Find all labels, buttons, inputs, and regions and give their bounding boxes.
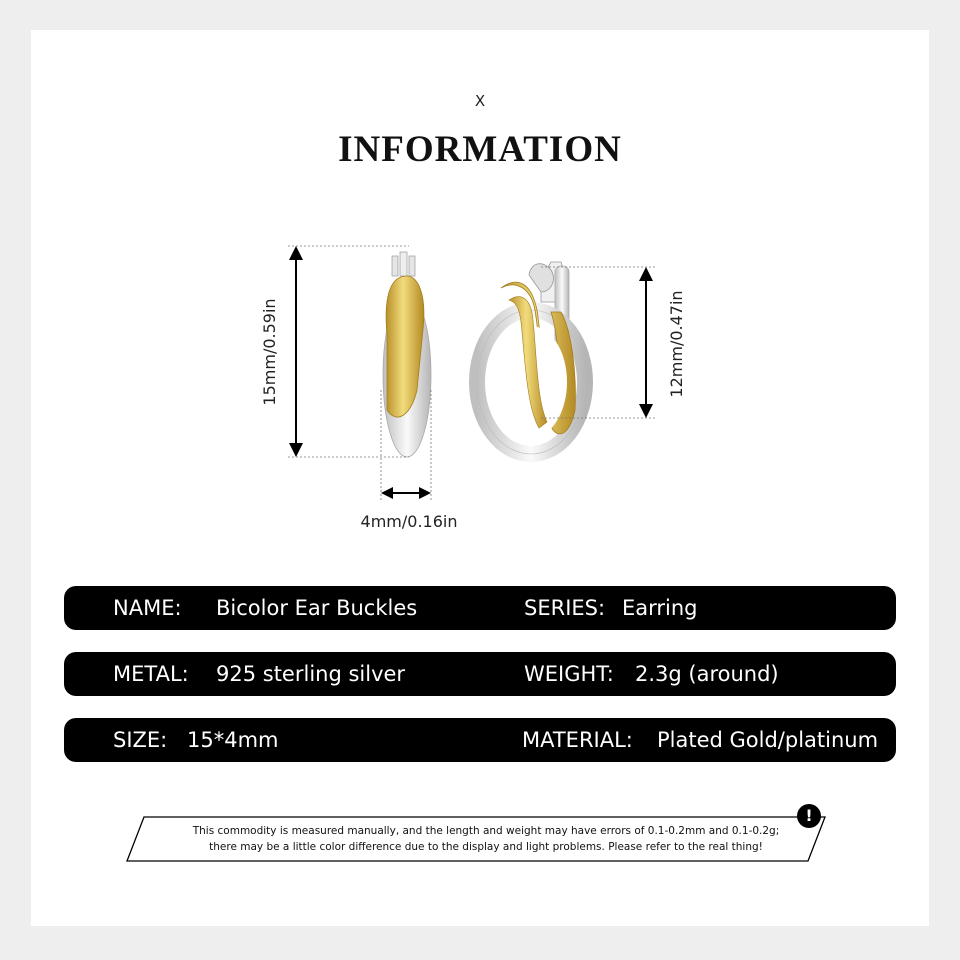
close-icon[interactable]: X [474, 92, 486, 110]
notice-line-2: there may be a little color difference due to the display and light problems. Please refer to the real thing! [209, 841, 763, 853]
notice-line-1: This commodity is measured manually, and the length and weight may have errors of 0.1-0.2mm and 0.1-0.2g; [192, 825, 780, 837]
page-title: INFORMATION [338, 129, 622, 170]
name-value: Bicolor Ear Buckles [216, 596, 418, 620]
width-label: 4mm/0.16in [360, 512, 458, 531]
weight-key: WEIGHT: [524, 662, 614, 686]
weight-value: 2.3g (around) [635, 662, 779, 686]
series-key: SERIES: [524, 596, 606, 620]
name-key: NAME: [113, 596, 182, 620]
material-value: Plated Gold/platinum [657, 728, 879, 752]
height-label: 15mm/0.59in [260, 298, 279, 406]
info-card [31, 30, 929, 926]
metal-value: 925 sterling silver [216, 662, 406, 686]
exclamation-icon: ! [797, 804, 821, 828]
size-value: 15*4mm [187, 728, 279, 752]
notice-text [166, 823, 806, 855]
material-key: MATERIAL: [522, 728, 633, 752]
notice-box [126, 816, 826, 862]
earring-side-view [383, 252, 431, 457]
series-value: Earring [622, 596, 698, 620]
spec-row-size [64, 718, 896, 762]
earring-front-view [477, 262, 585, 454]
spec-row-name [64, 586, 896, 630]
metal-key: METAL: [113, 662, 189, 686]
spec-row-metal [64, 652, 896, 696]
inner-label: 12mm/0.47in [667, 290, 686, 398]
size-key: SIZE: [113, 728, 168, 752]
earring-dimension-figure [31, 30, 929, 550]
